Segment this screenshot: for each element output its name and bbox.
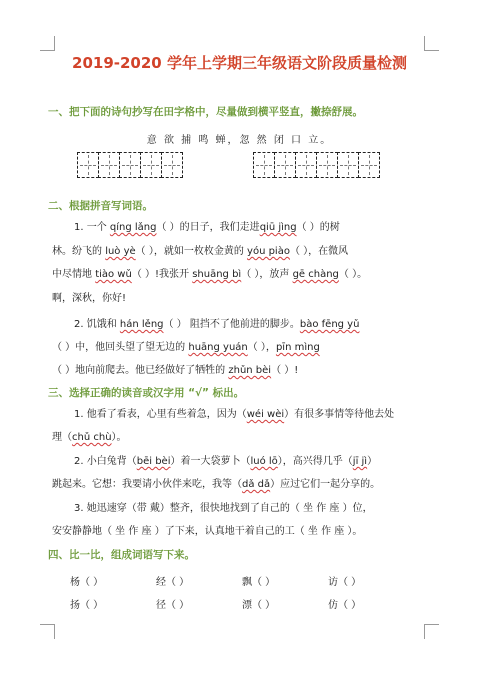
pinyin: pīn mìng	[275, 342, 320, 353]
text: （ ）的树	[296, 222, 340, 233]
q4-row1-item[interactable]: 访（ ）	[328, 577, 362, 588]
crop-mark-bottom-right	[424, 624, 439, 639]
q2-p1-line2	[52, 245, 438, 259]
poem-line: 意 欲 捕 鸣 蝉，忽 然 闭 口 立。	[146, 135, 333, 146]
text: （ ）!	[271, 365, 299, 376]
option[interactable]: bēi bèi	[136, 456, 171, 467]
q2-p2-line3	[52, 364, 438, 378]
q3-p1-line1	[74, 408, 438, 422]
pinyin: qíng lǎng	[109, 222, 157, 233]
tianzige-cell[interactable]	[98, 152, 120, 178]
option[interactable]: luó lō	[250, 456, 278, 467]
option[interactable]: chǔ chù	[72, 432, 112, 443]
option[interactable]: wéi wèi	[246, 409, 285, 420]
q4-row2-item[interactable]: 仿（ ）	[328, 600, 362, 611]
q4-row1-item[interactable]: 飘（ ）	[242, 577, 276, 588]
text: （ ），	[247, 342, 276, 353]
text: （ ），就如一枚枚金黄的	[135, 246, 248, 257]
section-1-heading: 一、把下面的诗句抄写在田字格中，尽量做到横平竖直，撇捺舒展。	[48, 106, 363, 118]
tianzige-grid-right[interactable]	[254, 152, 380, 178]
text: ）着一大袋萝卜（	[170, 456, 251, 467]
tianzige-cell[interactable]	[316, 152, 338, 178]
q2-p2-line1	[74, 318, 438, 332]
text: ），高兴得几乎（	[277, 456, 353, 467]
pinyin: hán lěng	[119, 319, 164, 330]
tianzige-cell[interactable]	[358, 152, 380, 178]
q3-p3-line2: 安安静静地（ 坐 作 座 ）了下来，认真地干着自己的工（ 坐 作 座 ）。	[52, 526, 363, 537]
text: （ ）中，他回头望了望无边的	[52, 342, 189, 353]
q4-row2-item[interactable]: 径（ ）	[156, 600, 190, 611]
text: 2. 小白兔背（	[74, 456, 137, 467]
tianzige-grid-left[interactable]	[78, 152, 183, 178]
q4-row2-item[interactable]: 漂（ ）	[242, 600, 276, 611]
q4-row2-item[interactable]: 扬（ ）	[70, 600, 104, 611]
text: ）应过它们一起分享的。	[270, 479, 381, 490]
pinyin: bào fēng yǔ	[299, 319, 360, 330]
pinyin: yóu piào	[247, 246, 290, 257]
section-4-heading: 四、比一比，组成词语写下来。	[48, 549, 195, 561]
text: （ ）。	[338, 269, 368, 280]
pinyin: tiào wǔ	[95, 269, 132, 280]
q3-p2-line1	[74, 455, 438, 469]
q4-row1-item[interactable]: 杨（ ）	[70, 577, 104, 588]
q2-p1-line4: 啊，深秋，你好!	[52, 293, 127, 304]
pinyin: huāng yuán	[188, 342, 248, 353]
crop-mark-bottom-left	[40, 624, 55, 639]
pinyin: shuāng bì	[192, 269, 242, 280]
crop-mark-top-left	[40, 36, 55, 51]
q3-p2-line2	[52, 478, 438, 492]
text: （ ）的日子，我们走进	[156, 222, 260, 233]
q2-p2-line2	[52, 341, 438, 355]
q3-p1-line2	[52, 431, 438, 445]
tianzige-cell[interactable]	[140, 152, 162, 178]
tianzige-cell[interactable]	[274, 152, 296, 178]
tianzige-cell[interactable]	[119, 152, 141, 178]
crop-mark-top-right	[424, 36, 439, 51]
text: （ ），在微风	[289, 246, 349, 257]
tianzige-cell[interactable]	[337, 152, 359, 178]
q3-p3-line1: 3. 她迅速穿（带 戴）整齐，很快地找到了自己的（ 坐 作 座 ）位，	[74, 503, 373, 514]
page-title: 2019-2020 学年上学期三年级语文阶段质量检测	[72, 54, 407, 72]
text: （ ） 阻挡不了他前进的脚步。	[163, 319, 300, 330]
tianzige-cell[interactable]	[253, 152, 275, 178]
text: 2. 饥饿和	[74, 319, 120, 330]
text: （ ），放声	[241, 269, 293, 280]
text: ）。	[111, 432, 127, 443]
q2-p1-line3	[52, 268, 438, 282]
text: 林。纷飞的	[52, 246, 106, 257]
text: （ ）地向前爬去。他已经做好了牺牲的	[52, 365, 229, 376]
section-2-heading: 二、根据拼音写词语。	[48, 200, 153, 212]
pinyin: qiū jìng	[259, 222, 297, 233]
pinyin: luò yè	[105, 246, 136, 257]
text: 1. 他看了看表，心里有些着急，因为（	[74, 409, 247, 420]
text: 1. 一个	[74, 222, 110, 233]
text: （ ）!我张开	[131, 269, 193, 280]
text: ）有很多事情等待他去处	[284, 409, 395, 420]
option[interactable]: jī jì	[352, 456, 368, 467]
text: ）	[367, 456, 378, 467]
section-3-heading: 三、选择正确的读音或汉字用 “√” 标出。	[48, 387, 245, 399]
tianzige-cell[interactable]	[77, 152, 99, 178]
text: 理（	[52, 432, 72, 443]
text: 跳起来。它想：我要请小伙伴来吃，我等（	[52, 479, 242, 490]
pinyin: zhǔn bèi	[228, 365, 272, 376]
text: 中尽情地	[52, 269, 96, 280]
option[interactable]: dǎ dǎ	[242, 479, 271, 490]
q2-p1-line1	[74, 221, 438, 235]
tianzige-cell[interactable]	[295, 152, 317, 178]
tianzige-cell[interactable]	[161, 152, 183, 178]
pinyin: gē chàng	[292, 269, 339, 280]
q4-row1-item[interactable]: 经（ ）	[156, 577, 190, 588]
